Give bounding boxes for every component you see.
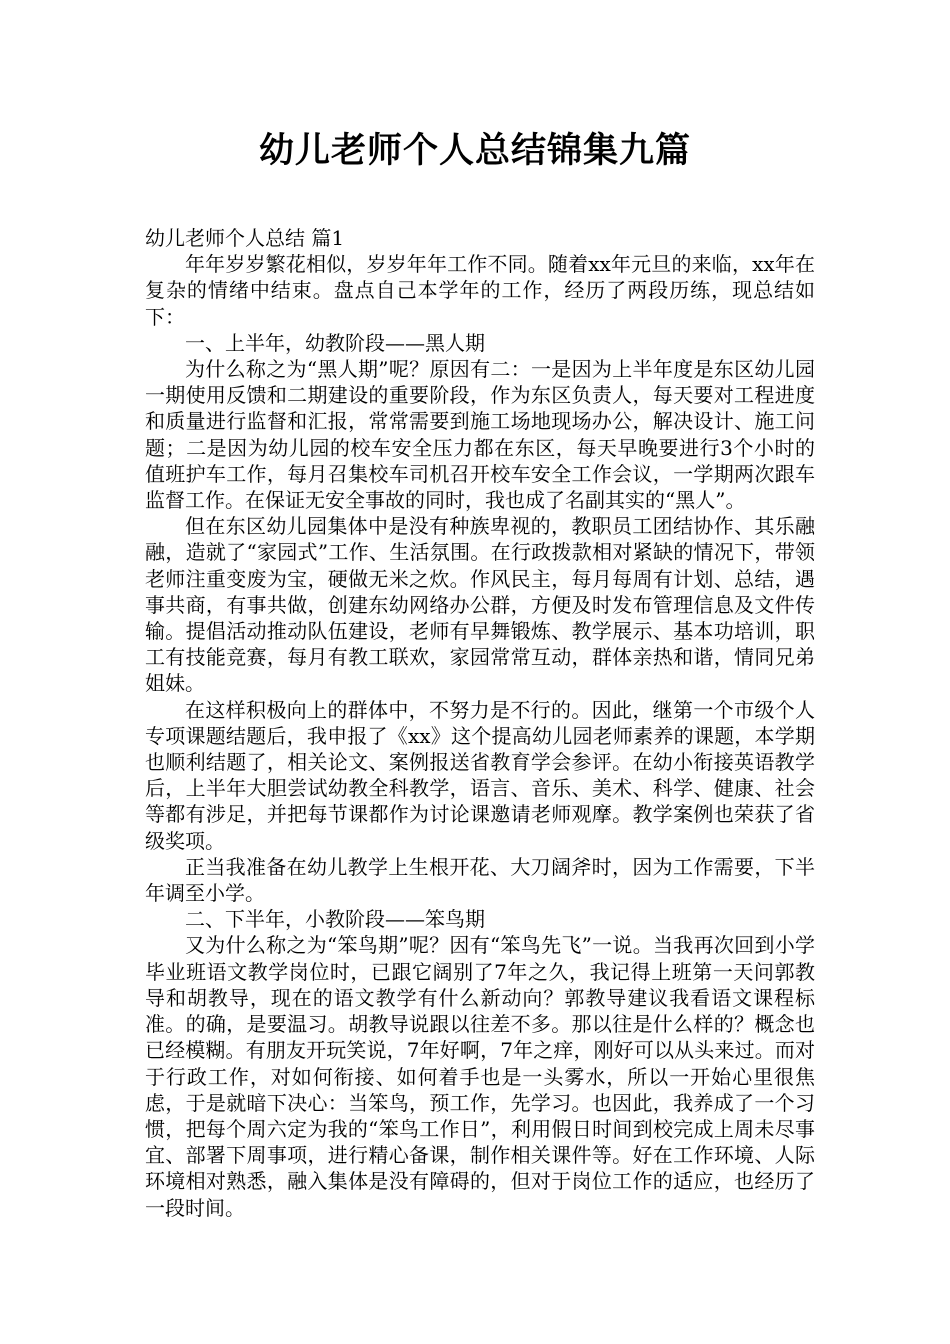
paragraph: 但在东区幼儿园集体中是没有种族卑视的，教职员工团结协作、其乐融融，造就了“家园式”工作、生活氛围。在行政拨款相对紧缺的情况下，带领老师注重变废为宝，硬做无米之炊。作风民主，每月每周有计划、总结，遇事共商，有事共做，创建东幼网络办公群，方便及时发布管理信息及文件传输。提倡活动推动队伍建设，老师有早舞锻炼、教学展示、基本功培训，职工有技能竞赛，每月有教工联欢，家园常常互动，群体亲热和谐，情同兄弟姐妹。 [145, 514, 815, 696]
section-heading-first-half: 一、上半年，幼教阶段——黑人期 [185, 330, 485, 355]
section-heading-second-half: 二、下半年，小教阶段——笨鸟期 [185, 907, 485, 932]
document-title: 幼儿老师个人总结锦集九篇 [258, 130, 691, 171]
section-subtitle: 幼儿老师个人总结 篇1 [145, 226, 345, 250]
paragraph: 为什么称之为“黑人期”呢？原因有二：一是因为上半年度是东区幼儿园一期使用反馈和二期建设的重要阶段，作为东区负责人，每天要对工程进度和质量进行监督和汇报，常常需要到施工场地现场办公，解决设计、施工问题；二是因为幼儿园的校车安全压力都在东区，每天早晚要进行3个小时的值班护车工作，每月召集校车司机召开校车安全工作会议，一学期两次跟车监督工作。在保证无安全事故的同时，我也成了名副其实的“黑人”。 [145, 357, 815, 513]
paragraph: 在这样积极向上的群体中，不努力是不行的。因此，继第一个市级个人专项课题结题后，我申报了《xx》这个提高幼儿园老师素养的课题，本学期也顺利结题了，相关论文、案例报送省教育学会参评。在幼小衔接英语教学后，上半年大胆尝试幼教全科教学，语言、音乐、美术、科学、健康、社会等都有涉足，并把每节课都作为讨论课邀请老师观摩。教学案例也荣获了省级奖项。 [145, 697, 815, 853]
paragraph: 正当我准备在幼儿教学上生根开花、大刀阔斧时，因为工作需要，下半年调至小学。 [145, 854, 815, 906]
paragraph-intro: 年年岁岁繁花相似，岁岁年年工作不同。随着xx年元旦的来临，xx年在复杂的情绪中结束。盘点自己本学年的工作，经历了两段历练，现总结如下： [145, 252, 815, 329]
paragraph: 又为什么称之为“笨鸟期”呢？因有“笨鸟先飞”一说。当我再次回到小学毕业班语文教学岗位时，已跟它阔别了7年之久，我记得上班第一天问郭教导和胡教导，现在的语文教学有什么新动向？郭教导建议我看语文课程标准。的确，是要温习。胡教导说跟以往差不多。那以往是什么样的？概念也已经模糊。有朋友开玩笑说，7年好啊，7年之痒，刚好可以从头来过。而对于行政工作，对如何衔接、如何着手也是一头雾水，所以一开始心里很焦虑，于是就暗下决心：当笨鸟，预工作，先学习。也因此，我养成了一个习惯，把每个周六定为我的“笨鸟工作日”，利用假日时间到校完成上周未尽事宜、部署下周事项，进行精心备课，制作相关课件等。好在工作环境、人际环境相对熟悉，融入集体是没有障碍的，但对于岗位工作的适应，也经历了一段时间。 [145, 933, 815, 1220]
document-body [145, 225, 815, 1221]
